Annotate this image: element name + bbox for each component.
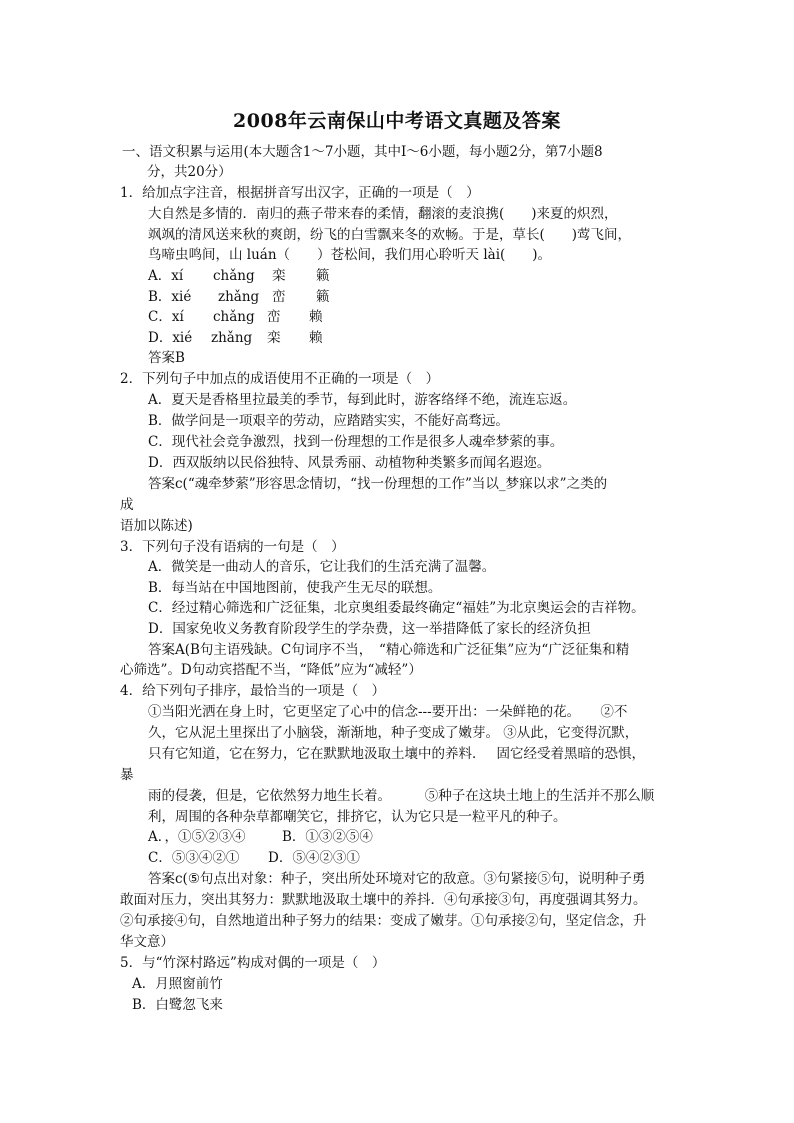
q4-stem: 4．给下列句子排序，最恰当的一项是（ ） — [120, 683, 386, 699]
q2-option-c: C．现代社会竞争激烈，找到一份理想的工作是很多人魂牵梦萦的事。 — [148, 434, 564, 450]
q1-passage-line: 鸟啼虫鸣间，山 luán（ ）苍松间，我们用心聆听天 lài( )。 — [148, 247, 552, 263]
q3-option-d: D．国家免收义务教育阶段学生的学杂费，这一举措降低了家长的经济负担 — [148, 621, 591, 637]
q4-answer-cont: ②句承接④句，自然地道出种子努力的结果：变成了嫩芽。①句承接②句，坚定信念，升 — [120, 913, 647, 929]
option-char: 籁 — [316, 268, 330, 284]
q4-passage-line: 雨的侵袭，但是，它依然努力地生长着。 ⑤种子在这块土地上的生活并不那么顺 — [148, 788, 655, 804]
q2-answer-cont: 成 — [120, 497, 134, 513]
option-label: B．xié — [148, 289, 192, 305]
option-char: 峦 — [272, 289, 286, 305]
option-pinyin: zhǎng — [218, 289, 260, 305]
q4-option-d: D．⑤④②③① — [268, 850, 360, 866]
q4-passage-line: ①当阳光洒在身上时，它更坚定了心中的信念---要开出：一朵鲜艳的花。 ②不 — [148, 704, 628, 720]
q4-passage-line: 暴 — [120, 767, 134, 783]
option-char: 栾 — [272, 268, 286, 284]
q1-answer: 答案B — [148, 350, 185, 366]
q3-option-b: B．每当站在中国地图前，使我产生无尽的联想。 — [148, 580, 442, 596]
q1-passage-line: 飒飒的清风送来秋的爽朗，纷飞的白雪飘来冬的欢畅。于是，草长( )莺飞间， — [148, 227, 632, 243]
q3-option-a: A．微笑是一曲动人的音乐，它让我们的生活充满了温馨。 — [148, 559, 496, 575]
q4-option-a: A．，①⑤②③④ — [148, 829, 246, 845]
q2-option-b: B．做学问是一项艰辛的劳动，应踏踏实实，不能好高骛远。 — [148, 413, 509, 429]
q4-option-b: B．①③②⑤④ — [282, 829, 373, 845]
q2-option-d: D．西双版纳以民俗独特、风景秀丽、动植物种类繁多而闻名遐迩。 — [148, 455, 551, 471]
q4-answer: 答案c(⑤句点出对象：种子，突出所处环境对它的敌意。③句紧接⑤句，说明种子勇 — [148, 871, 646, 887]
section-header-cont: 分，共20分） — [147, 164, 232, 180]
option-char: 赖 — [309, 330, 323, 346]
q2-answer: 答案c(“魂牵梦萦”形容思念情切，“找一份理想的工作”当以_梦寐以求”之类的 — [148, 476, 608, 492]
option-char: 籁 — [316, 289, 330, 305]
option-label: C．xí — [148, 309, 184, 325]
q4-answer-cont: 敢面对压力，突出其努力：默默地汲取土壤中的养抖．④句承接③句，再度强调其努力。 — [120, 892, 647, 908]
option-label: A．xí — [148, 268, 184, 284]
q2-answer-cont: 语加以陈述) — [120, 518, 193, 534]
q4-passage-line: 利，周围的各种杂草都嘲笑它，排挤它，认为它只是一粒平凡的种子。 — [148, 809, 567, 825]
q3-answer: 答案A(B句主语残缺。C句词序不当， “精心筛选和广泛征集”应为“广泛征集和精 — [148, 642, 630, 658]
option-pinyin: zhǎng — [211, 330, 253, 346]
q4-passage-line: 久，它从泥土里探出了小脑袋，渐渐地，种子变成了嫩芽。 ③从此，它变得沉默， — [148, 725, 639, 741]
q5-option-a: A．月照窗前竹 — [132, 976, 223, 992]
q3-stem: 3．下列句子没有语病的一句是（ ） — [120, 539, 345, 555]
q1-passage-line: 大自然是多情的．南归的燕子带来春的柔情，翻滚的麦浪携( )来夏的炽烈， — [148, 206, 618, 222]
option-char: 峦 — [267, 309, 281, 325]
option-char: 栾 — [267, 330, 281, 346]
q4-passage-line: 只有它知道，它在努力，它在默默地汲取土壤中的养料． 固它经受着黑暗的恐惧， — [148, 746, 646, 762]
q4-option-c: C．⑤③④②① — [148, 850, 240, 866]
q5-option-b: B．白鹭忽飞来 — [132, 997, 223, 1013]
q1-stem: 1．给加点字注音，根据拼音写出汉字，正确的一项是（ ） — [120, 185, 480, 201]
option-pinyin: chǎng — [213, 268, 255, 284]
option-char: 赖 — [309, 309, 323, 325]
q4-answer-cont: 华文意） — [120, 934, 174, 950]
q5-stem: 5．与“竹深村路远”构成对偶的一项是（ ） — [120, 955, 386, 971]
q2-option-a: A．夏天是香格里拉最美的季节，每到此时，游客络绎不绝，流连忘返。 — [148, 392, 577, 408]
option-label: D．xié — [148, 330, 193, 346]
q3-option-c: C．经过精心筛选和广泛征集，北京奥组委最终确定“福娃”为北京奥运会的吉祥物。 — [148, 600, 645, 616]
q3-answer-cont: 心筛选”。D句动宾搭配不当，“降低”应为“减轻”） — [120, 662, 422, 678]
q2-stem: 2．下列句子中加点的成语使用不正确的一项是（ ） — [120, 371, 440, 387]
page-title: 2008年云南保山中考语文真题及答案 — [233, 110, 561, 132]
option-pinyin: chǎng — [213, 309, 255, 325]
section-header: 一、语文积累与运用(本大题含1～7小题，其中I～6小题，每小题2分，第7小题8 — [122, 144, 603, 160]
